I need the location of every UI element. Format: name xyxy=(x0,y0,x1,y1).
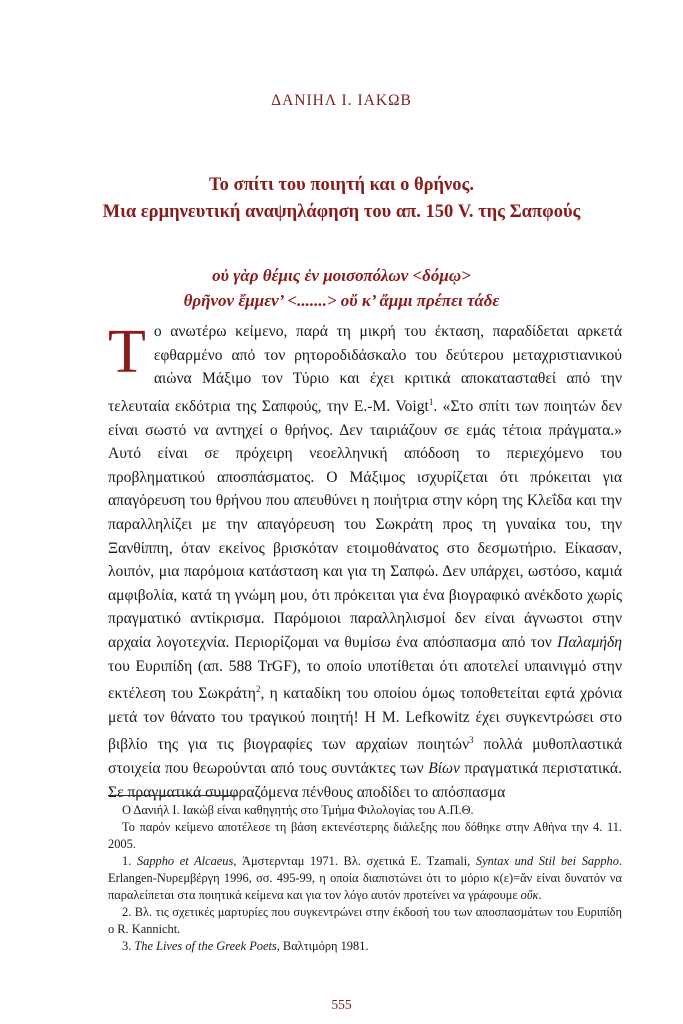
author-note: Ο Δανιήλ Ι. Ιακώβ είναι καθηγητής στο Τμήμα Φιλολογίας του Α.Π.Θ. xyxy=(122,803,474,817)
title-line-1: Το σπίτι του ποιητή και ο θρήνος. xyxy=(209,175,474,195)
footnote-number: 3. xyxy=(122,939,135,953)
title-line-2: Μια ερμηνευτική αναψηλάφηση του απ. 150 V. της Σαπφούς xyxy=(102,202,581,222)
body-text-run: πολλά μυθοπλαστικά στοιχεία που θεωρούνται από τους συντάκτες των xyxy=(108,736,622,778)
body-paragraph xyxy=(108,320,622,804)
body-text-run: πραγματικά περιστατικά. Σε πραγματικά συμφραζόμενα πένθους αποδίδει το απόσπασμα xyxy=(108,760,622,801)
page-number: 555 xyxy=(331,997,352,1012)
footnote-text: , Άμστερνταμ 1971. Βλ. σχετικά E. Tzamali, xyxy=(233,854,476,868)
footnote-2: 2. Βλ. τις σχετικές μαρτυρίες που συγκεντρώνει στην έκδοσή του των αποσπασμάτων του Ευριπίδη ο R. Kannicht. xyxy=(108,905,622,936)
footnote-1 xyxy=(108,853,622,904)
author-name: ΔΑΝΙΗΛ Ι. ΙΑΚΩΒ xyxy=(271,92,412,109)
epigraph-line-2: θρῆνον ἔμμεν’ <.......> οὔ κ’ ἄμμι πρέπει τάδε xyxy=(183,291,500,310)
article-title xyxy=(0,172,683,226)
talk-note: Το παρόν κείμενο αποτέλεσε τη βάση εκτενέστερης διάλεξης που δόθηκε στην Αθήνα την 4. 11. 2005. xyxy=(108,820,622,851)
footnote-ref-1: 1 xyxy=(428,396,434,407)
body-text-run: , η καταδίκη του οποίου όμως τοποθετείται εφτά χρόνια μετά τον θάνατο του τραγικού ποιητή! Η M. Lefkowitz έχει συγκεντρώσει στο βιβλίο της για τις βιογραφίες των αρχαίων ποιητών xyxy=(108,685,622,754)
body-text-run: . «Στο σπίτι των ποιητών δεν είναι σωστό να αντηχεί ο θρήνος. Δεν ταιριάζουν σε εμάς τέτοια πράγματα.» Αυτό είναι σε πρόχειρη νεοελληνική απόδοση το περιεχόμενο του προβληματικού αποσπάσματος. Ο Μάξιμος ισχυρίζεται ότι πρόκειται για απαγόρευση του θρήνου που απευθύνει η ποιήτρια στην κόρη της Κλεΐδα και την παραλληλίζει με την απαγόρευση του Σωκράτη προς τη γυναίκα του, την Ξανθίππη, όταν εκείνος βρισκόταν ετοιμοθάνατος στο δεσμωτήριο. Είκασαν, λοιπόν, μια παρόμοια κατάσταση και για τη Σαπφώ. Δεν υπάρχει, ωστόσο, καμιά αμφιβολία, κατά τη γνώμη μου, ότι πρόκειται για ένα βιογραφικό ανέκδοτο χωρίς πραγματικό αντίκρισμα. Παρόμοιοι παραλληλισμοί δεν είναι άγνωστοι στην αρχαία λογοτεχνία. Περιορίζομαι να θυμίσω ένα απόσπασμα από τον xyxy=(108,397,622,651)
footnote-italic: The Lives of the Greek Poets xyxy=(134,939,277,953)
italic-term-vion: Βίων xyxy=(428,760,460,778)
body-text-run: ο ανωτέρω κείμενο, παρά τη μικρή του έκταση, παραδίδεται αρκετά εφθαρμένο από τον ρητοροδιδάσκαλο του δεύτερου μεταχριστιανικού αιώνα Μάξιμο τον Τύριο και έχει κριτικά αποκατασταθεί από την τελευταία εκδότρια της Σαπφούς, την E.-M. Voigt xyxy=(108,323,622,415)
drop-cap: Τ xyxy=(108,318,146,386)
footnote-text: , Βαλτιμόρη 1981. xyxy=(276,939,369,953)
footnote-ref-2: 2 xyxy=(255,684,261,695)
italic-title-palamedes: Παλαμήδη xyxy=(557,633,622,651)
epigraph xyxy=(0,263,683,313)
footnote-text: . xyxy=(538,888,542,902)
body-text-run: του Ευριπίδη (απ. 588 TrGF), το οποίο υποτίθεται ότι αποτελεί υπαινιγμό στην εκτέλεση του Σωκράτη xyxy=(108,657,622,703)
body-text xyxy=(108,320,622,804)
footnote-text: . Erlangen-Νυρεμβέργη 1996, σσ. 495-99, η οποία διαπιστώνει ότι το μόριο κ(ε)=ἄν είναι δυνατόν να παραλείπεται στα ποιητικά κείμενα και για τον λόγο αυτόν προτείνει να γράφουμε xyxy=(108,854,623,902)
footnote-divider xyxy=(108,795,238,796)
footnotes xyxy=(108,802,622,955)
footnote-number: 1. xyxy=(122,854,137,868)
epigraph-line-1: οὐ γὰρ θέμις ἐν μοισοπόλων <δόμῳ> xyxy=(212,266,471,285)
footnote-italic: Syntax und Stil bei Sappho xyxy=(475,854,619,868)
footnote-ref-3: 3 xyxy=(469,735,474,746)
footnote-italic: οὔκ xyxy=(520,888,539,902)
footnote-italic: Sappho et Alcaeus xyxy=(136,854,234,868)
footnote-3 xyxy=(108,938,622,955)
